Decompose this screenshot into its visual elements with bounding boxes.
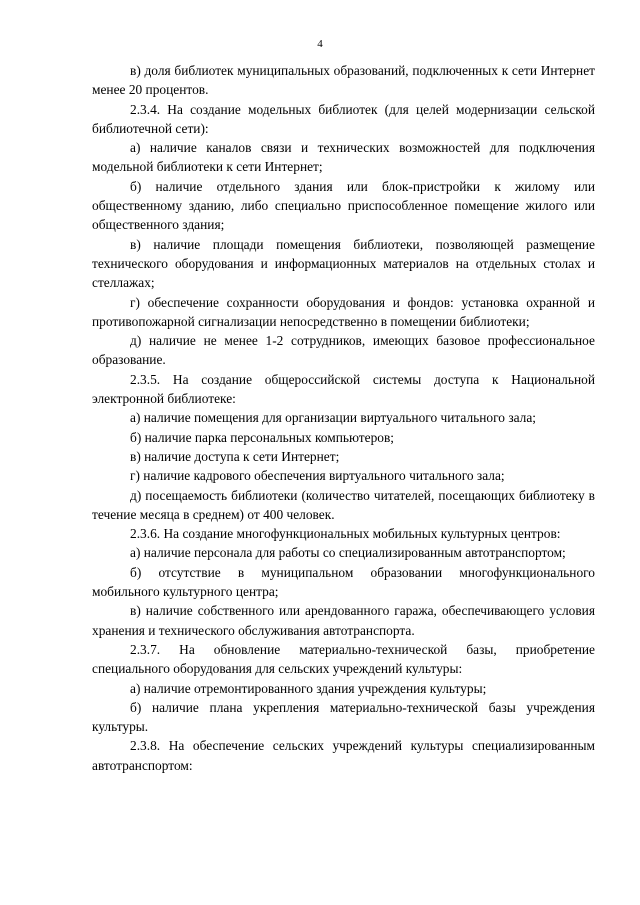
paragraph-item-b-computers: б) наличие парка персональных компьютеров; [130, 429, 395, 445]
paragraph-item-b-plan: б) наличие плана укрепления материально-технической базы учреждения культуры. [92, 699, 595, 735]
paragraph-item-a-channels: а) наличие каналов связи и технических возможностей для подключения модельной библиотеки к сети Интернет; [92, 140, 595, 175]
paragraph-item-a-reading-room: а) наличие помещения для организации виртуального читального зала; [130, 410, 537, 426]
paragraph-item-b-building: б) наличие отдельного здания или блок-пристройки к жилому или общественному зданию, либо специально приспособленное помещение жилого или общественного здания; [92, 178, 595, 233]
section-2-3-7-heading: 2.3.7. На обновление материально-технической базы, приобретение специального оборудования для сельских учреждений культуры: [92, 641, 595, 677]
document-body [92, 61, 595, 775]
paragraph-item-d-attendance: д) посещаемость библиотеки (количество читателей, посещающих библиотеку в течение месяца в среднем) от 400 человек. [92, 487, 595, 522]
paragraph-item-v-area: в) наличие площади помещения библиотеки, позволяющей размещение технического оборудования и информационных материалов на отдельных столах и стеллажах; [92, 236, 595, 291]
paragraph-item-v-libraries-internet: в) доля библиотек муниципальных образований, подключенных к сети Интернет менее 20 процентов. [92, 63, 595, 98]
paragraph-item-g-personnel: г) наличие кадрового обеспечения виртуального читального зала; [130, 468, 505, 484]
page-number: 4 [317, 38, 323, 50]
section-2-3-4-heading: 2.3.4. На создание модельных библиотек (для целей модернизации сельской библиотечной сети): [92, 101, 595, 136]
paragraph-item-a-transport-staff: а) наличие персонала для работы со специализированным автотранспортом; [130, 545, 566, 561]
section-2-3-8-heading: 2.3.8. На обеспечение сельских учреждений культуры специализированным автотранспортом: [92, 738, 595, 773]
section-2-3-5-heading: 2.3.5. На создание общероссийской системы доступа к Национальной электронной библиотеке: [92, 371, 595, 407]
paragraph-item-d-staff: д) наличие не менее 1-2 сотрудников, имеющих базовое профессиональное образование. [92, 333, 595, 368]
paragraph-item-v-internet-access: в) наличие доступа к сети Интернет; [130, 448, 340, 464]
section-2-3-6-heading: 2.3.6. На создание многофункциональных мобильных культурных центров: [130, 526, 561, 542]
paragraph-item-b-no-mobile-center: б) отсутствие в муниципальном образовании многофункционального мобильного культурного центра; [92, 564, 595, 600]
paragraph-item-a-renovated-building: а) наличие отремонтированного здания учреждения культуры; [130, 680, 487, 696]
paragraph-item-v-garage: в) наличие собственного или арендованного гаража, обеспечивающего условия хранения и технического обслуживания автотранспорта. [92, 603, 595, 638]
paragraph-item-g-security: г) обеспечение сохранности оборудования и фондов: установка охранной и противопожарной сигнализации непосредственно в помещении библиотеки; [92, 294, 595, 329]
